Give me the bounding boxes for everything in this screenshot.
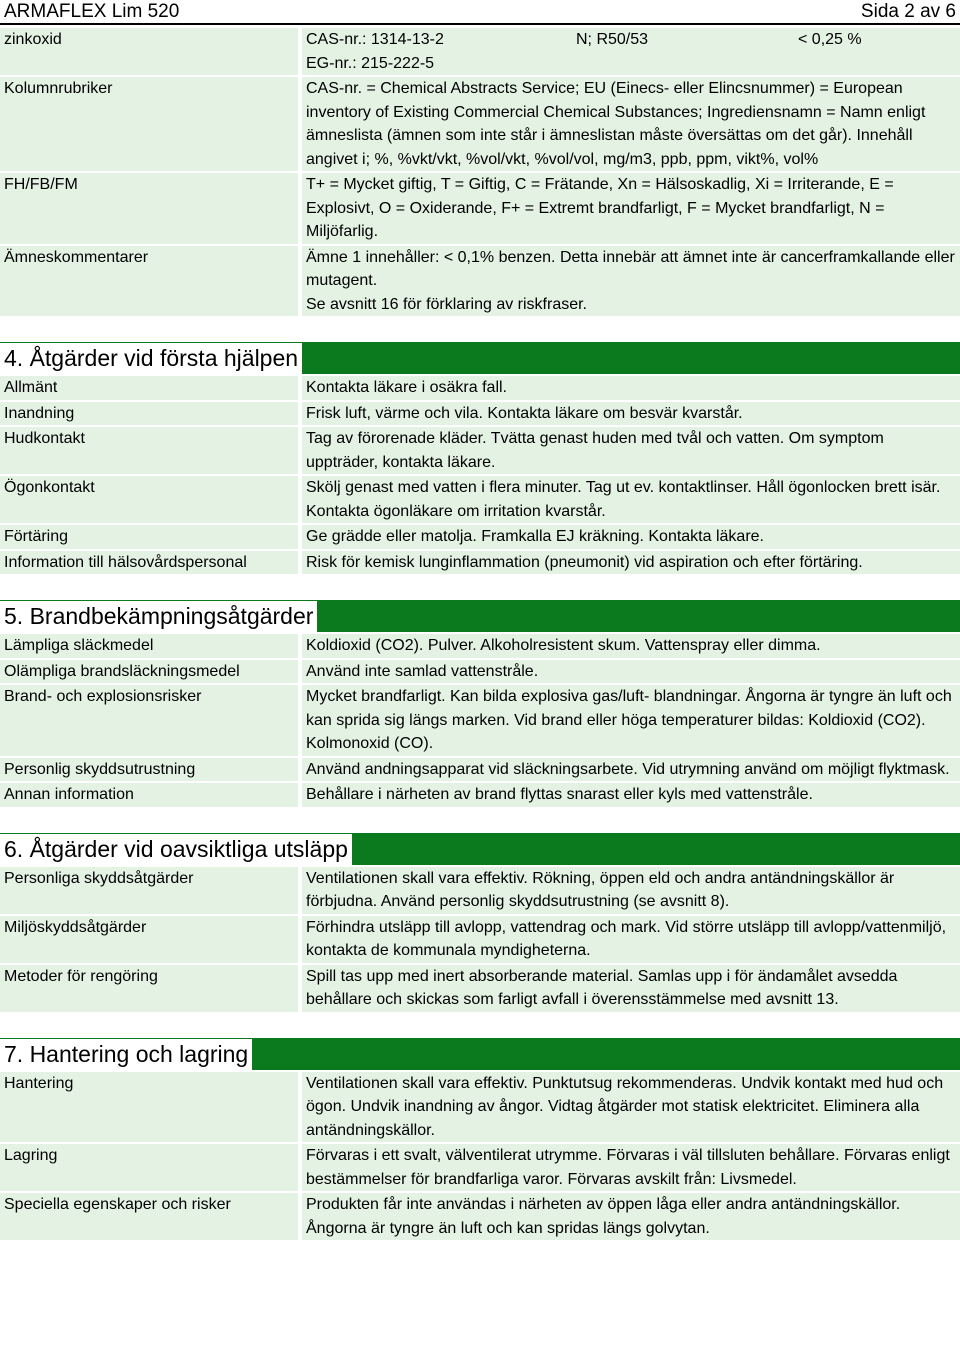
field-label: Hantering bbox=[0, 1072, 298, 1143]
section-header bbox=[0, 833, 960, 865]
field-label: Brand- och explosionsrisker bbox=[0, 685, 298, 756]
field-row bbox=[0, 376, 960, 400]
document-title: ARMAFLEX Lim 520 bbox=[4, 1, 180, 22]
field-value: Tag av förorenade kläder. Tvätta genast huden med tvål och vatten. Om symptom uppträder, kontakta läkare. bbox=[302, 427, 960, 474]
field-row bbox=[0, 402, 960, 426]
field-label: Personlig skyddsutrustning bbox=[0, 758, 298, 782]
field-row bbox=[0, 173, 960, 244]
field-label: Inandning bbox=[0, 402, 298, 426]
field-value: Förvaras i ett svalt, välventilerat utrymme. Förvaras i väl tillsluten behållare. Förvaras enligt bestämmelser för brandfarliga varor. Förvaras avskilt från: Livsmedel. bbox=[302, 1144, 960, 1191]
sheet-content bbox=[0, 28, 960, 1242]
field-row bbox=[0, 1193, 960, 1240]
field-value: Behållare i närheten av brand flyttas snarast eller kyls med vattenstråle. bbox=[302, 783, 960, 807]
section-header bbox=[0, 1038, 960, 1070]
field-row bbox=[0, 685, 960, 756]
field-row bbox=[0, 246, 960, 317]
field-row bbox=[0, 867, 960, 914]
field-value: CAS-nr. = Chemical Abstracts Service; EU (Einecs- eller Elincsnummer) = European inventory of Existing Commercial Chemical Substances; Ingrediensnamn = Namn enligt ämneslista (ämnen som inte står i ämneslistan måste översättas om det går). Innehåll angivet i; %, %vkt/vkt, %vol/vkt, %vol/vol, mg/m3, ppb, ppm, vikt%, vol% bbox=[302, 77, 960, 171]
field-value: Skölj genast med vatten i flera minuter. Tag ut ev. kontaktlinser. Håll ögonlocken brett isär. Kontakta ögonläkare om irritation kvarstår. bbox=[302, 476, 960, 523]
field-value: Frisk luft, värme och vila. Kontakta läkare om besvär kvarstår. bbox=[302, 402, 960, 426]
field-row bbox=[0, 660, 960, 684]
field-row bbox=[0, 427, 960, 474]
field-label: Ögonkontakt bbox=[0, 476, 298, 523]
field-value: Kontakta läkare i osäkra fall. bbox=[302, 376, 960, 400]
header-divider bbox=[0, 23, 960, 25]
substance-cas: CAS-nr.: 1314-13-2 bbox=[306, 31, 444, 48]
field-row bbox=[0, 965, 960, 1012]
field-label: Annan information bbox=[0, 783, 298, 807]
substance-eg: EG-nr.: 215-222-5 bbox=[306, 54, 435, 72]
field-value: Ventilationen skall vara effektiv. Rökning, öppen eld och andra antändningskällor är förbjudna. Använd personlig skyddsutrustning (se avsnitt 8). bbox=[302, 867, 960, 914]
field-row bbox=[0, 476, 960, 523]
field-row bbox=[0, 758, 960, 782]
field-label: FH/FB/FM bbox=[0, 173, 298, 244]
field-row bbox=[0, 634, 960, 658]
field-label: Kolumnrubriker bbox=[0, 77, 298, 171]
field-label: Lämpliga släckmedel bbox=[0, 634, 298, 658]
field-label: Information till hälsovårdspersonal bbox=[0, 551, 298, 575]
substance-row bbox=[0, 28, 960, 75]
substance-name: zinkoxid bbox=[0, 28, 298, 75]
sections bbox=[0, 342, 960, 1240]
section-title: 4. Åtgärder vid första hjälpen bbox=[0, 343, 302, 374]
field-value: Spill tas upp med inert absorberande material. Samlas upp i för ändamålet avsedda behållare och skickas som farligt avfall i överensstämmelse med avsnitt 13. bbox=[302, 965, 960, 1012]
field-label: Hudkontakt bbox=[0, 427, 298, 474]
field-label: Förtäring bbox=[0, 525, 298, 549]
field-label: Allmänt bbox=[0, 376, 298, 400]
field-value: Koldioxid (CO2). Pulver. Alkoholresistent skum. Vattenspray eller dimma. bbox=[302, 634, 960, 658]
field-value: Ventilationen skall vara effektiv. Punktutsug rekommenderas. Undvik kontakt med hud och ögon. Undvik inandning av ångor. Vidtag åtgärder mot statisk elektricitet. Eliminera alla antändningskällor. bbox=[302, 1072, 960, 1143]
field-value: Ge grädde eller matolja. Framkalla EJ kräkning. Kontakta läkare. bbox=[302, 525, 960, 549]
section-header bbox=[0, 342, 960, 374]
field-value: T+ = Mycket giftig, T = Giftig, C = Frätande, Xn = Hälsoskadlig, Xi = Irriterande, E = Explosivt, O = Oxiderande, F+ = Extremt brandfarligt, F = Mycket brandfarligt, N = Miljöfarlig. bbox=[302, 173, 960, 244]
field-label: Olämpliga brandsläckningsmedel bbox=[0, 660, 298, 684]
field-label: Lagring bbox=[0, 1144, 298, 1191]
section-title: 5. Brandbekämpningsåtgärder bbox=[0, 601, 317, 632]
field-label: Metoder för rengöring bbox=[0, 965, 298, 1012]
field-value: Ämne 1 innehåller: < 0,1% benzen. Detta innebär att ämnet inte är cancerframkallande eller mutagent. Se avsnitt 16 för förklaring av riskfraser. bbox=[302, 246, 960, 317]
field-label: Miljöskyddsåtgärder bbox=[0, 916, 298, 963]
substance-ids bbox=[302, 28, 572, 75]
field-value: Använd andningsapparat vid släckningsarbete. Vid utrymning använd om möjligt flyktmask. bbox=[302, 758, 960, 782]
field-row bbox=[0, 77, 960, 171]
page-number: Sida 2 av 6 bbox=[860, 1, 956, 22]
field-row bbox=[0, 916, 960, 963]
field-row bbox=[0, 525, 960, 549]
substance-concentration: < 0,25 % bbox=[794, 28, 960, 75]
section-3-rows bbox=[0, 77, 960, 316]
field-label: Speciella egenskaper och risker bbox=[0, 1193, 298, 1240]
section-header bbox=[0, 600, 960, 632]
field-value: Använd inte samlad vattenstråle. bbox=[302, 660, 960, 684]
field-label: Personliga skyddsåtgärder bbox=[0, 867, 298, 914]
section-title: 7. Hantering och lagring bbox=[0, 1039, 252, 1070]
field-row bbox=[0, 1144, 960, 1191]
field-row bbox=[0, 1072, 960, 1143]
section-title: 6. Åtgärder vid oavsiktliga utsläpp bbox=[0, 834, 352, 865]
field-label: Ämneskommentarer bbox=[0, 246, 298, 317]
substance-classification: N; R50/53 bbox=[572, 28, 794, 75]
field-row bbox=[0, 783, 960, 807]
field-row bbox=[0, 551, 960, 575]
field-value: Förhindra utsläpp till avlopp, vattendrag och mark. Vid större utsläpp till avlopp/vattenmiljö, kontakta de kommunala myndigheterna. bbox=[302, 916, 960, 963]
field-value: Mycket brandfarligt. Kan bilda explosiva gas/luft- blandningar. Ångorna är tyngre än luft och kan sprida sig längs marken. Vid brand eller höga temperaturer bildas: Koldioxid (CO2). Kolmonoxid (CO). bbox=[302, 685, 960, 756]
field-value: Risk för kemisk lunginflammation (pneumonit) vid aspiration och efter förtäring. bbox=[302, 551, 960, 575]
field-value: Produkten får inte användas i närheten av öppen låga eller andra antändningskällor. Ångorna är tyngre än luft och kan spridas längs golvytan. bbox=[302, 1193, 960, 1240]
